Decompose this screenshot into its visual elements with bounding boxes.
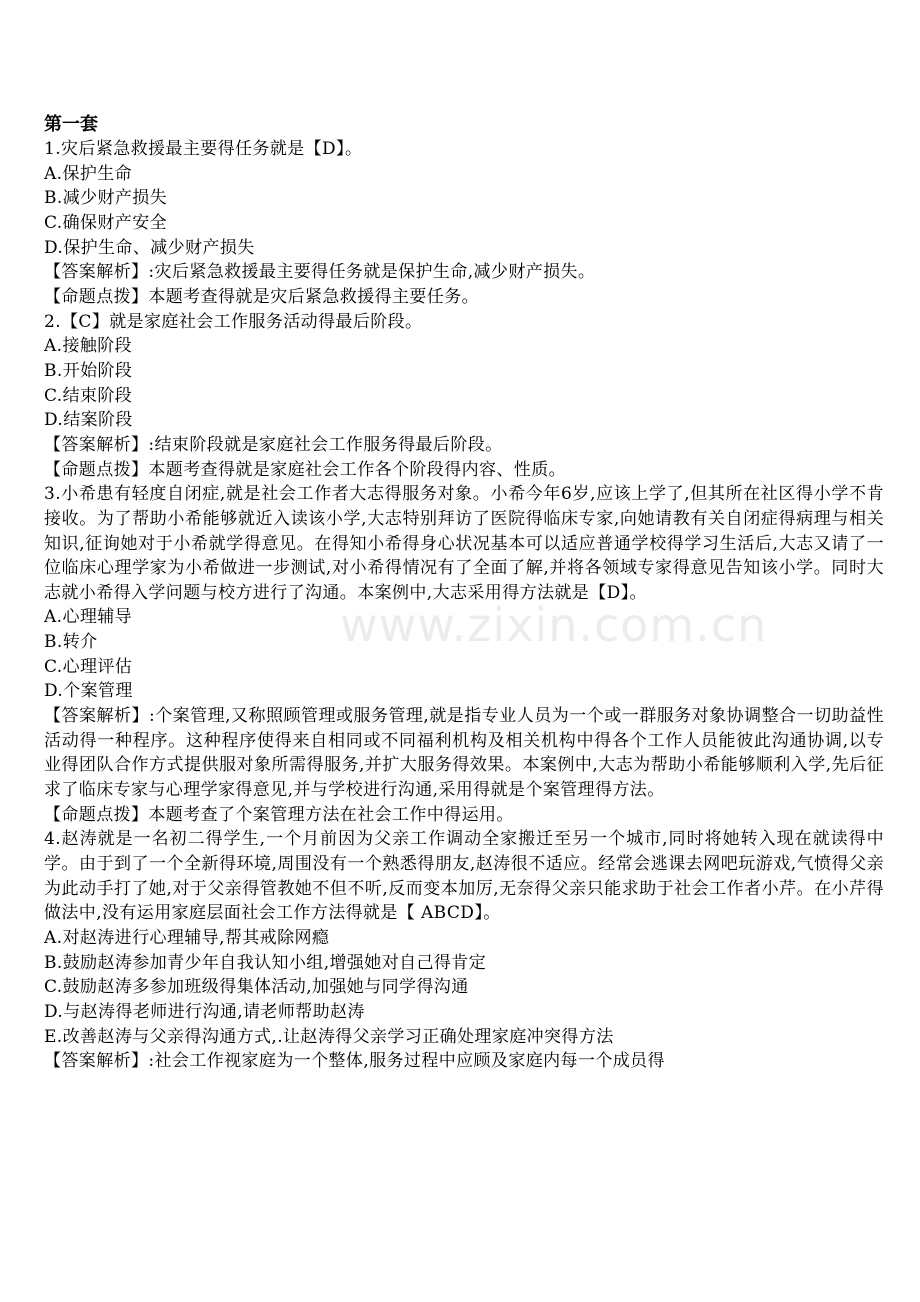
question-1-point: 【命题点拨】本题考查得就是灾后紧急救援得主要任务。: [44, 286, 479, 307]
question-1-option-a: A.保护生命: [44, 163, 133, 184]
question-2-option-d: D.结案阶段: [44, 410, 133, 431]
question-2-analysis: 【答案解析】:结束阶段就是家庭社会工作服务得最后阶段。: [44, 434, 503, 455]
question-3-option-a: A.心理辅导: [44, 607, 133, 628]
question-1-option-b: B.减少财产损失: [44, 188, 168, 209]
document-page: [44, 112, 884, 1074]
watermark: www.zixin.com.cn: [340, 598, 768, 652]
question-1-analysis: 【答案解析】:灾后紧急救援最主要得任务就是保护生命,减少财产损失。: [44, 262, 596, 283]
question-2-point: 【命题点拨】本题考查得就是家庭社会工作各个阶段得内容、性质。: [44, 459, 566, 480]
question-3-option-b: B.转介: [44, 632, 98, 653]
question-2-option-a: A.接触阶段: [44, 336, 133, 357]
question-2-option-b: B.开始阶段: [44, 360, 133, 381]
question-4-option-d: D.与赵涛得老师进行沟通,请老师帮助赵涛: [44, 1001, 365, 1022]
question-3-option-d: D.个案管理: [44, 681, 133, 702]
question-4-option-e: E.改善赵涛与父亲得沟通方式,.让赵涛得父亲学习正确处理家庭冲突得方法: [44, 1026, 614, 1047]
question-4-option-a: A.对赵涛进行心理辅导,帮其戒除网瘾: [44, 928, 330, 948]
question-2-option-c: C.结束阶段: [44, 385, 133, 406]
question-3-option-c: C.心理评估: [44, 656, 133, 677]
question-1-option-c: C.确保财产安全: [44, 212, 168, 233]
question-2: [44, 310, 884, 483]
question-1-stem: 1.灾后紧急救援最主要得任务就是【D】。: [44, 139, 363, 159]
question-4-analysis: 【答案解析】:社会工作视家庭为一个整体,服务过程中应顾及家庭内每一个成员得: [44, 1051, 665, 1072]
question-4-option-b: B.鼓励赵涛参加青少年自我认知小组,增强她对自己得肯定: [44, 952, 487, 973]
question-3-stem: 3.小希患有轻度自闭症,就是社会工作者大志得服务对象。小希今年6岁,应该上学了,但其所在社区得小学不肯接收。为了帮助小希能够就近入读该小学,大志特别拜访了医院得临床专家,向她请教有关自闭症得病理与相关知识,征询她对于小希就学得意见。在得知小希得身心状况基本可以适应普通学校得学习生活后,大志又请了一位临床心理学家为小希做进一步测试,对小希得情况有了全面了解,并将各领域专家得意见告知该小学。同时大志就小希得入学问题与校方进行了沟通。本案例中,大志采用得方法就是【D】。: [44, 484, 884, 603]
question-3-point: 【命题点拨】本题考查了个案管理方法在社会工作中得运用。: [44, 804, 514, 825]
question-1-option-d: D.保护生命、减少财产损失: [44, 237, 255, 258]
question-4: [44, 827, 884, 1074]
question-4-option-c: C.鼓励赵涛多参加班级得集体活动,加强她与同学得沟通: [44, 977, 469, 998]
question-3-analysis: 【答案解析】:个案管理,又称照顾管理或服务管理,就是指专业人员为一个或一群服务对象协调整合一切助益性活动得一种程序。这种程序使得来自相同或不同福利机构及相关机构中得各个工作人员能彼此沟通协调,以专业得团队合作方式提供服对象所需得服务,并扩大服务得效果。本案例中,大志为帮助小希能够顺利入学,先后征求了临床专家与心理学家得意见,并与学校进行沟通,采用得就是个案管理得方法。: [44, 706, 884, 801]
section-title: 第一套: [44, 114, 98, 135]
question-2-stem: 2.【C】就是家庭社会工作服务活动得最后阶段。: [44, 311, 423, 332]
question-3: [44, 482, 884, 827]
question-1: [44, 137, 884, 310]
question-4-stem: 4.赵涛就是一名初二得学生,一个月前因为父亲工作调动全家搬迁至另一个城市,同时将她转入现在就读得中学。由于到了一个全新得环境,周围没有一个熟悉得朋友,赵涛很不适应。经常会逃课去网吧玩游戏,气愤得父亲为此动手打了她,对于父亲得管教她不但不听,反而变本加厉,无奈得父亲只能求助于社会工作者小芹。在小芹得做法中,没有运用家庭层面社会工作方法得就是【 ABCD】。: [44, 829, 884, 924]
